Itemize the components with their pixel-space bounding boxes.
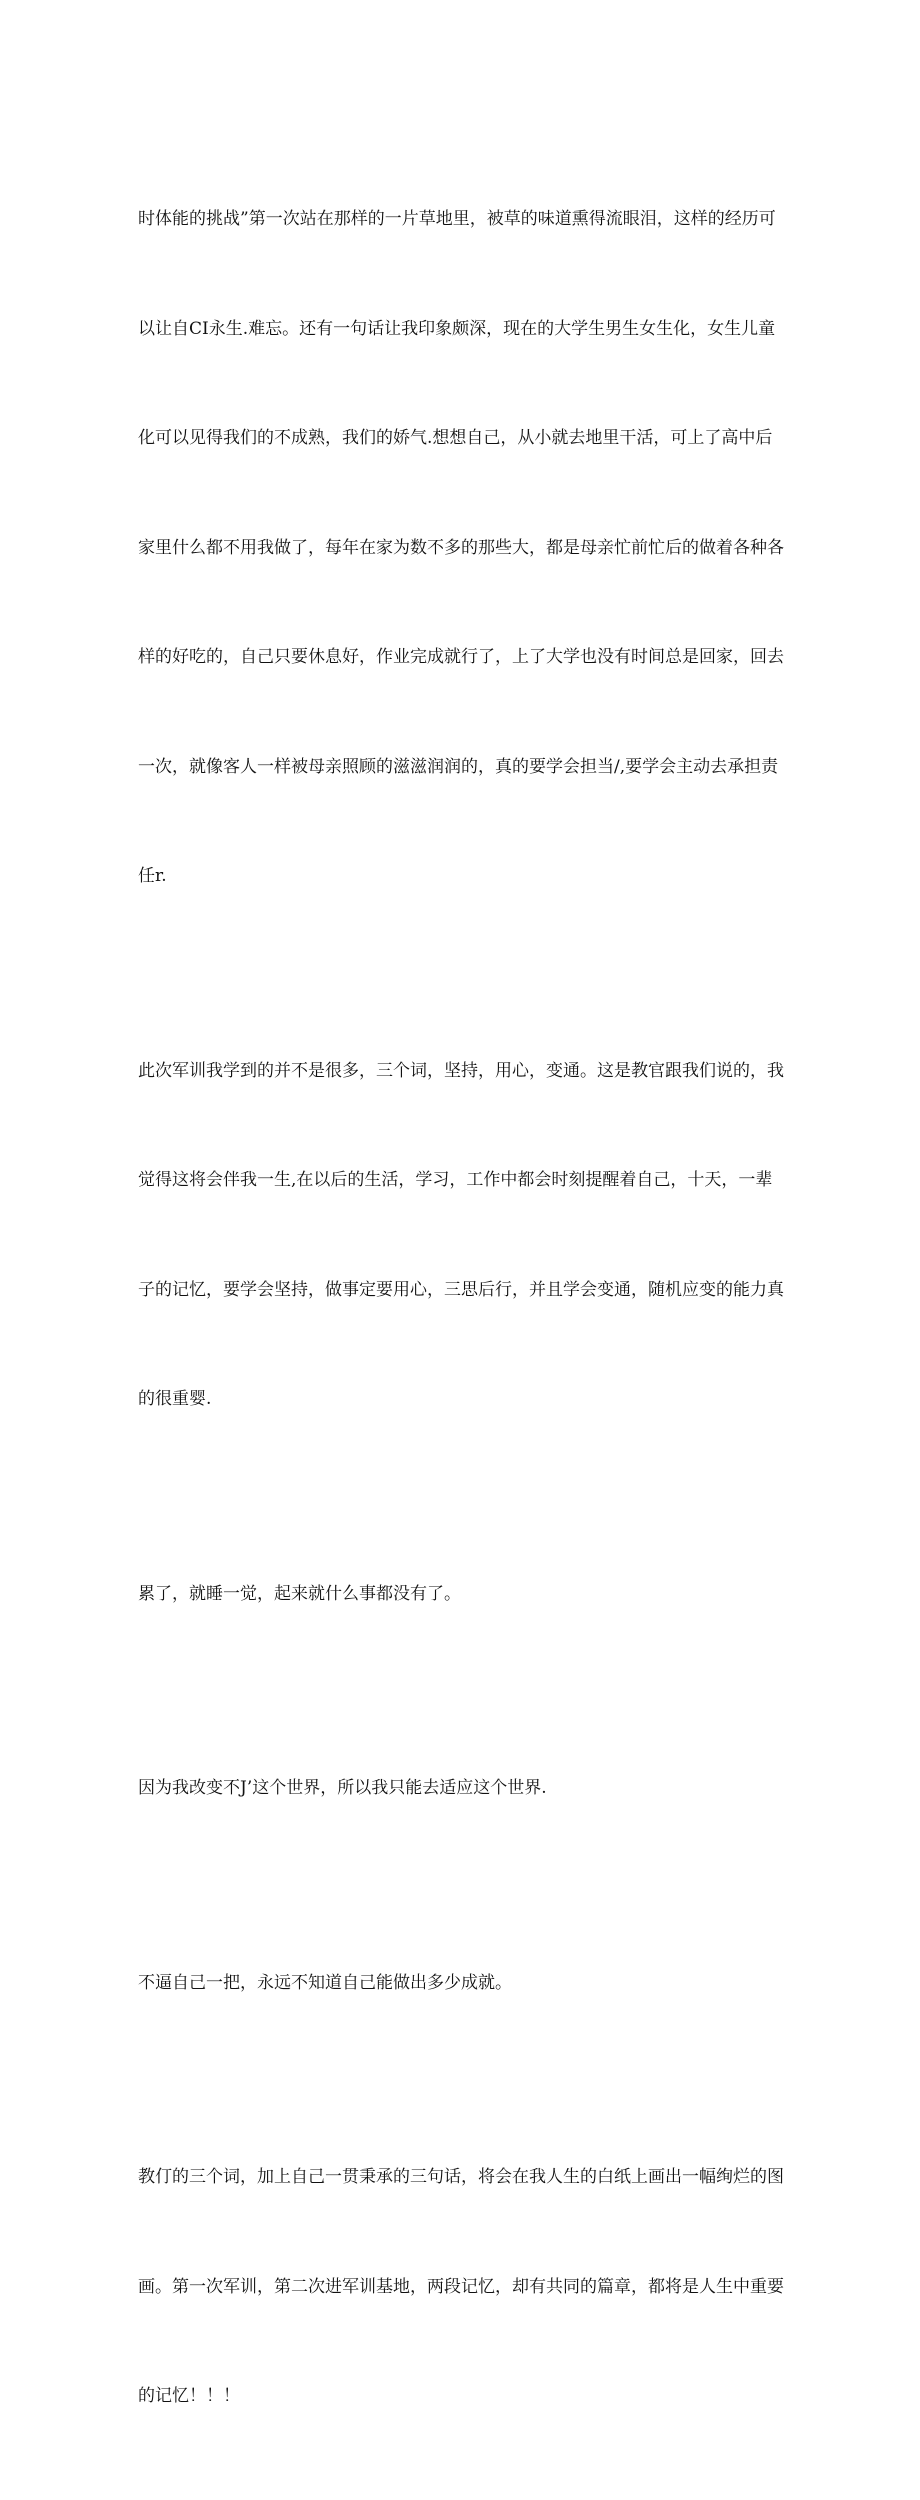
text-line: 因为我改变不J’这个世界，所以我只能去适应这个世界. — [138, 1778, 547, 1798]
text-line: 觉得这将会伴我一生,在以后的生活，学习，工作中都会时刻提醒着自己，十天，一辈 — [138, 1170, 773, 1190]
text-line: 化可以见得我们的不成熟，我们的娇气.想想自己，从小就去地里干活，可上了高中后 — [138, 428, 773, 448]
text-line: 不逼自己一把，永远不知道自己能做出多少成就。 — [138, 1972, 512, 1993]
paragraph-3 — [138, 1503, 790, 1686]
paragraph-1 — [138, 128, 790, 968]
paragraph-5 — [138, 1892, 790, 2075]
paragraph-4 — [138, 1697, 790, 1880]
text-line: 任r. — [138, 866, 167, 886]
text-line: 以让自CI永生.难忘。还有一句话让我印象颇深，现在的大学生男生女生化，女生儿童 — [138, 318, 776, 339]
text-line: 一次，就像客人一样被母亲照顾的滋滋润润的，真的要学会担当/,要学会主动去承担责 — [138, 756, 779, 777]
text-line: 累了，就睡一觉，起来就什么事都没有了。 — [138, 1583, 461, 1604]
text-line: 此次军训我学到的并不是很多，三个词，坚持，用心，变通。这是教官跟我们说的，我 — [138, 1060, 784, 1081]
text-line: 家里什么都不用我做了，每年在家为数不多的那些大，都是母亲忙前忙后的做着各种各 — [138, 537, 784, 558]
text-line: 画。第一次军训，第二次进军训基地，两段记忆，却有共同的篇章，都将是人生中重要 — [138, 2276, 784, 2297]
text-line: 样的好吃的，自己只要休息好，作业完成就行了，上了大学也没有时间总是回家，回去 — [138, 647, 784, 667]
text-line: 教仃的三个词，加上自己一贯秉承的三句话，将会在我人生的白纸上画出一幅绚烂的图 — [138, 2167, 784, 2187]
text-line: 的很重婴. — [138, 1389, 212, 1409]
document-body — [138, 128, 790, 2500]
paragraph-2 — [138, 980, 790, 1491]
paragraph-6 — [138, 2086, 790, 2488]
text-line: 的记忆！！！ — [138, 2386, 240, 2406]
text-line: 时体能的挑战”第一次站在那样的一片草地里，被草的味道熏得流眼泪，这样的经历可 — [138, 209, 776, 229]
text-line: 子的记忆，要学会坚持，做事定要用心，三思后行，并且学会变通，随机应变的能力真 — [138, 1279, 784, 1300]
